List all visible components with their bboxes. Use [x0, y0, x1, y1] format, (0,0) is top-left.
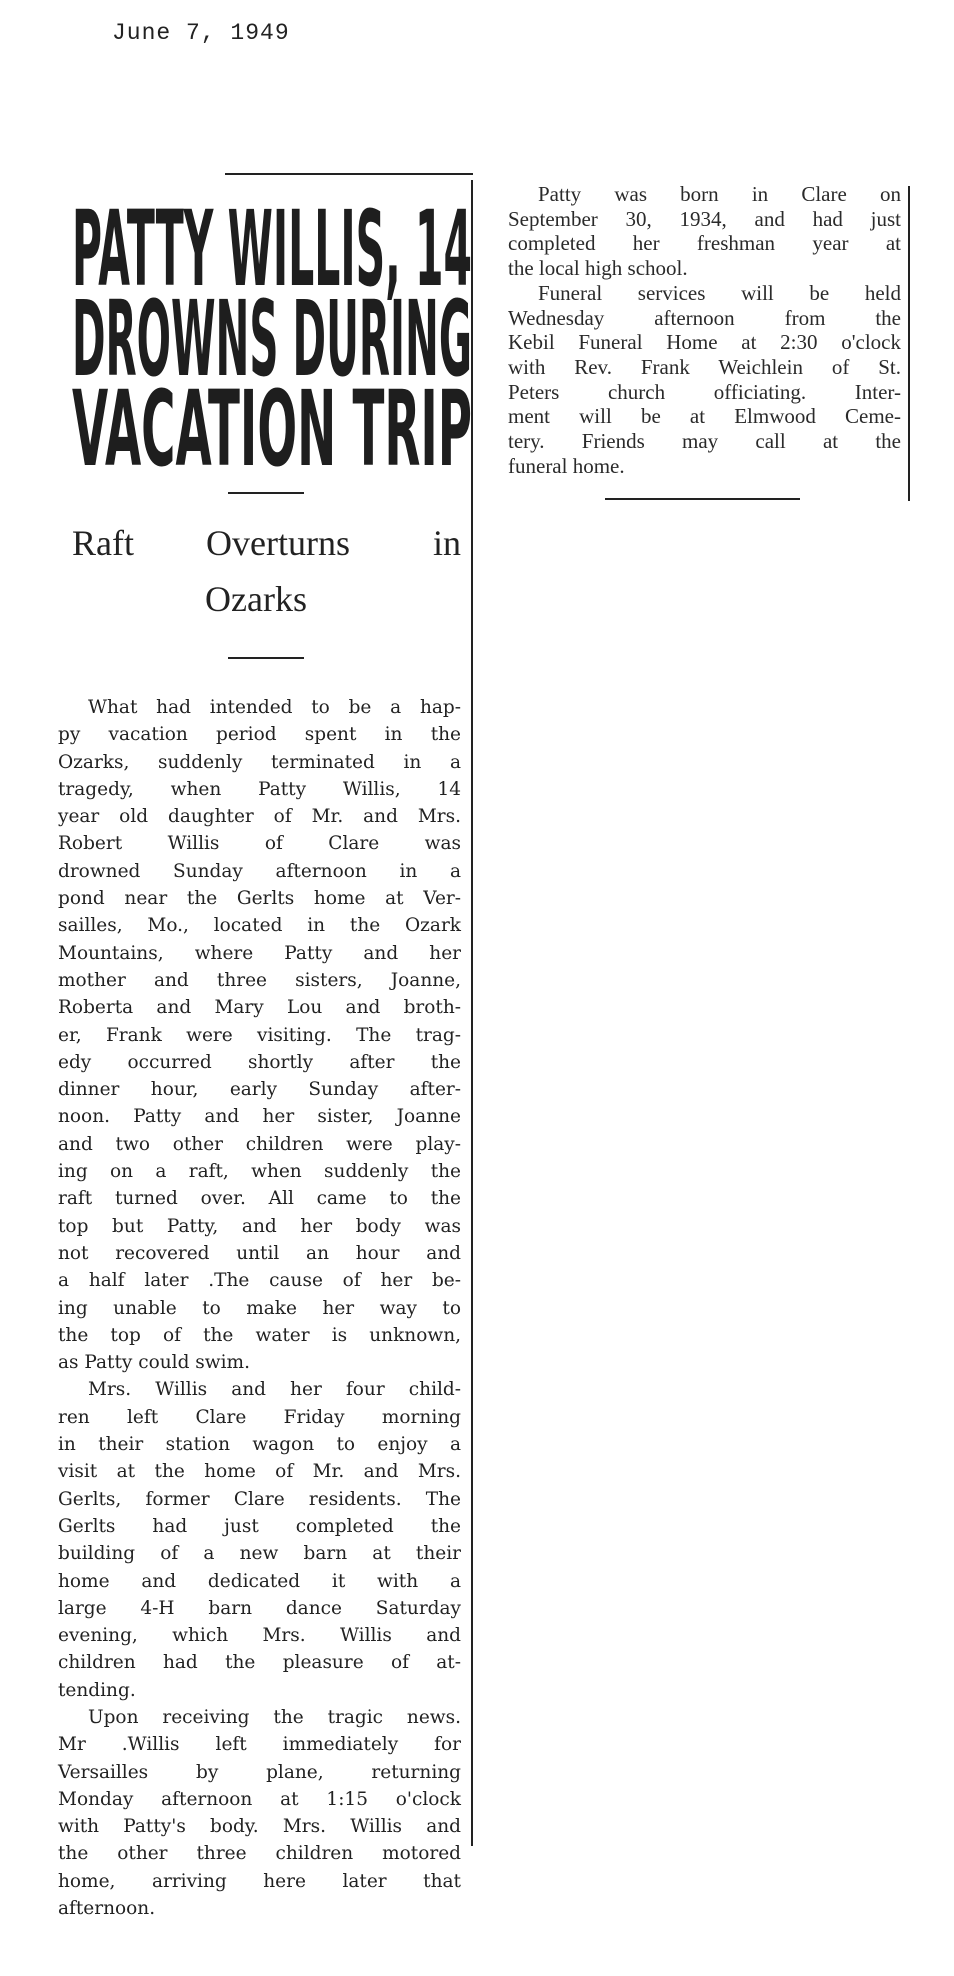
text-line: children had the pleasure of at- — [58, 1652, 461, 1674]
text-line: evening, which Mrs. Willis and — [58, 1625, 461, 1647]
text-line: in their station wagon to enjoy a — [58, 1434, 461, 1456]
text-line: Patty was born in Clare on — [538, 182, 901, 206]
text-line: the top of the water is unknown, — [58, 1324, 461, 1346]
text-line: py vacation period spent in the — [58, 724, 461, 746]
text-line: Mountains, where Patty and her — [58, 942, 461, 964]
text-line: funeral home. — [508, 453, 625, 478]
headline-divider — [228, 492, 304, 494]
right-column-text — [508, 182, 901, 478]
headline-line-1: PATTY WILLIS, 14 — [72, 195, 472, 310]
text-line: Mr .Willis left immediately for — [58, 1734, 461, 1756]
text-line: large 4-H barn dance Saturday — [58, 1597, 461, 1619]
text-line: noon. Patty and her sister, Joanne — [58, 1106, 461, 1128]
text-line: ment will be at Elmwood Ceme- — [508, 404, 901, 429]
right-column-end-rule — [605, 498, 800, 500]
text-line: not recovered until an hour and — [58, 1242, 461, 1264]
deck-line-2: Ozarks — [205, 579, 307, 619]
text-line: Funeral services will be held — [538, 280, 901, 305]
text-line: home, arriving here later that — [58, 1870, 461, 1892]
text-line: ing on a raft, when suddenly the — [58, 1161, 461, 1183]
text-line: Kebil Funeral Home at 2:30 o'clock — [508, 330, 901, 355]
headline-line-3: VACATION TRIP — [72, 368, 472, 475]
text-line: the local high school. — [508, 256, 688, 281]
text-line: drowned Sunday afternoon in a — [58, 860, 461, 882]
text-line: Gerlts had just completed the — [58, 1515, 461, 1537]
text-line: home and dedicated it with a — [58, 1570, 461, 1592]
text-line: Gerlts, former Clare residents. The — [58, 1488, 461, 1510]
text-line: top but Patty, and her body was — [58, 1215, 461, 1237]
text-line: tery. Friends may call at the — [508, 429, 901, 454]
text-line: year old daughter of Mr. and Mrs. — [58, 806, 461, 828]
text-line: ing unable to make her way to — [58, 1297, 461, 1319]
text-line: completed her freshman year at — [508, 231, 901, 256]
top-rule — [225, 173, 473, 175]
text-line: the other three children motored — [58, 1843, 461, 1865]
text-line: mother and three sisters, Joanne, — [58, 969, 461, 991]
text-line: What had intended to be a hap- — [88, 697, 461, 718]
text-line: with Patty's body. Mrs. Willis and — [58, 1816, 461, 1838]
text-line: and two other children were play- — [58, 1133, 461, 1155]
text-line: Robert Willis of Clare was — [58, 833, 461, 855]
text-line: edy occurred shortly after the — [58, 1051, 461, 1073]
right-column-rule — [908, 186, 910, 501]
clipping-date: June 7, 1949 — [112, 20, 290, 46]
text-line: Wednesday afternoon from the — [508, 305, 901, 330]
text-line: with Rev. Frank Weichlein of St. — [508, 354, 901, 379]
text-line: a half later .The cause of her be- — [58, 1270, 461, 1292]
text-line: raft turned over. All came to the — [58, 1188, 461, 1210]
text-line: Peters church officiating. Inter- — [508, 379, 901, 404]
headline-line-2: DROWNS DURING — [72, 278, 472, 400]
deck-word-3: in — [433, 523, 462, 563]
text-line: visit at the home of Mr. and Mrs. — [58, 1461, 461, 1483]
text-line: ren left Clare Friday morning — [58, 1406, 461, 1428]
text-line: afternoon. — [58, 1898, 156, 1920]
text-line: er, Frank were visiting. The trag- — [58, 1024, 461, 1046]
text-line: building of a new barn at their — [58, 1543, 461, 1565]
text-line: tragedy, when Patty Willis, 14 — [58, 778, 461, 800]
deck-word-1: Raft — [72, 523, 134, 563]
text-line: pond near the Gerlts home at Ver- — [58, 888, 461, 910]
text-line: Roberta and Mary Lou and broth- — [58, 997, 461, 1019]
text-line: sailles, Mo., located in the Ozark — [58, 915, 461, 937]
deck-divider — [228, 657, 304, 659]
text-line: Upon receiving the tragic news. — [88, 1706, 461, 1728]
article-body — [58, 694, 461, 1922]
text-line: dinner hour, early Sunday after- — [58, 1079, 461, 1101]
text-line: tending. — [58, 1679, 136, 1701]
text-line: Monday afternoon at 1:15 o'clock — [58, 1788, 461, 1810]
text-line: September 30, 1934, and had just — [508, 206, 901, 231]
headline — [70, 195, 475, 475]
text-line: Mrs. Willis and her four child- — [88, 1379, 461, 1401]
text-line: Ozarks, suddenly terminated in a — [58, 751, 461, 773]
text-line: Versailles by plane, returning — [58, 1761, 461, 1783]
deck-word-2: Overturns — [206, 523, 350, 563]
text-line: as Patty could swim. — [58, 1352, 250, 1374]
